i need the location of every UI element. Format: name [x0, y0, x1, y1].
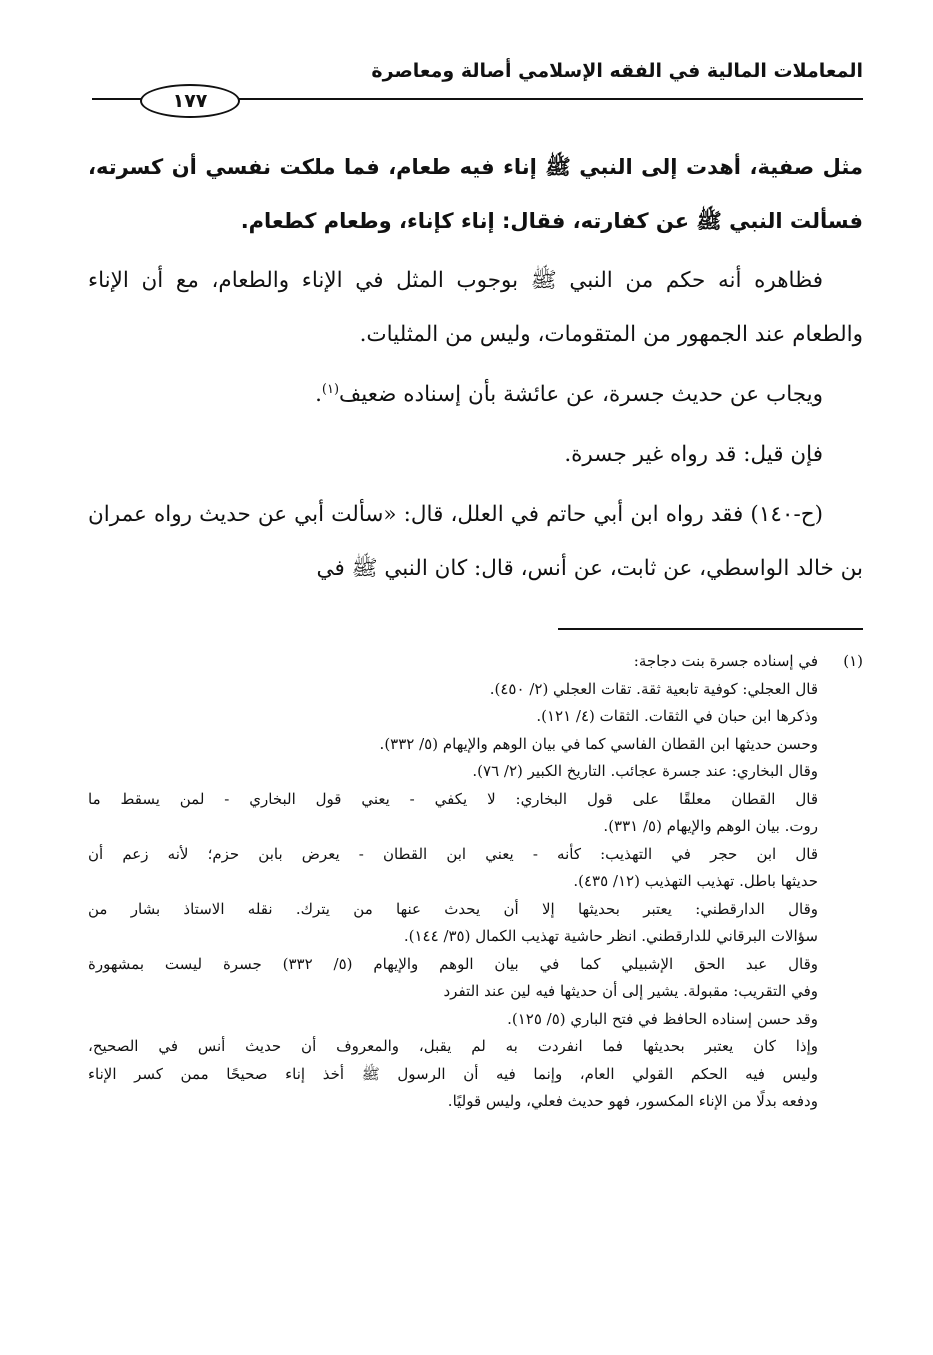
footnote-line: روت. بيان الوهم والإيهام (٥/ ٣٣١).: [603, 817, 818, 835]
footnote-reference: (١): [321, 381, 340, 397]
running-title: المعاملات المالية في الفقه الإسلامي أصالة ومعاصرة: [371, 60, 863, 82]
footnote-line: وقال البخاري: عند جسرة عجائب. التاريخ الكبير (٢/ ٧٦).: [472, 762, 818, 780]
footnote-line: قال العجلي: كوفية تابعية ثقة. تقات العجلي (٢/ ٤٥٠).: [489, 679, 818, 698]
footnote-line: قال ابن حجر في التهذيب: كأنه - يعني ابن القطان - يعرض بابن حزم؛ لأنه زعم أن: [88, 844, 818, 863]
paragraph-2: فظاهره أنه حكم من النبي ﷺ بوجوب المثل في الإناء والطعام، مع أن الإناء والطعام عند الجمهور من المتقومات، وليس من المثليات.: [88, 268, 863, 347]
footnote-line: وقال عبد الحق الإشبيلي كما في بيان الوهم والإيهام (٥/ ٣٣٢) جسرة ليست بمشهورة: [88, 954, 819, 973]
paragraph-5: (ح-١٤٠) فقد رواه ابن أبي حاتم في العلل، قال: «سألت أبي عن حديث رواه عمران بن خالد الواسطي، عن ثابت، عن أنس، قال: كان النبي ﷺ في: [88, 502, 863, 581]
footnote-line: وفي التقريب: مقبولة. يشير إلى أن حديثها فيه لين عند التفرد: [443, 982, 818, 1000]
paragraph-3-text: ويجاب عن حديث جسرة، عن عائشة بأن إسناده ضعيف: [339, 382, 823, 407]
footnote-line: قال القطان معلقًا على قول البخاري: لا يكفي - يعني قول البخاري - لمن يسقط ما: [88, 789, 818, 808]
footnote-line: وإذا كان يعتبر بحديثها فما انفردت به لم يقبل، والمعروف أن حديث أنس في الصحيح،: [88, 1037, 818, 1055]
footnote-line-text: في إسناده جسرة بنت دجاجة:: [633, 652, 818, 670]
footnote-line: حديثها باطل. تهذيب التهذيب (١٢/ ٤٣٥).: [573, 872, 818, 890]
footnote-line: سؤالات البرقاني للدارقطني. انظر حاشية تهذيب الكمال (٣٥/ ١٤٤).: [403, 927, 818, 945]
footnote-line: وقال الدارقطني: يعتبر بحديثها إلا أن يحدث عنها من يترك. نقله الاستاذ بشار من: [88, 899, 818, 918]
footnote-marker: (١): [843, 652, 863, 670]
footnote-line: ودفعه بدلًا من الإناء المكسور، فهو حديث فعلي، وليس قوليًا.: [447, 1092, 818, 1110]
footnote-line: وذكرها ابن حبان في الثقات. الثقات (٤/ ١٢١).: [536, 707, 818, 725]
paragraph-3: [88, 368, 863, 422]
main-text: [88, 140, 863, 596]
footnotes: [88, 648, 863, 1116]
paragraph-1: مثل صفية، أهدت إلى النبي ﷺ إناء فيه طعام، فما ملكت نفسي أن كسرته، فسألت النبي ﷺ عن كفارته، فقال: إناء كإناء، وطعام كطعام.: [88, 155, 863, 233]
footnote-line: وقد حسن إسناده الحافظ في فتح الباري (٥/ ١٢٥).: [507, 1009, 818, 1028]
footnote-line: وليس فيه الحكم القولي العام، وإنما فيه أن الرسول ﷺ أخذ إناء صحيحًا ممن كسر الإناء: [88, 1064, 818, 1083]
footnote-line: [88, 648, 863, 676]
paragraph-4: فإن قيل: قد رواه غير جسرة.: [564, 442, 823, 467]
footnote-rule: [558, 628, 863, 630]
paragraph-3-end: .: [315, 382, 322, 407]
footnote-line: وحسن حديثها ابن القطان الفاسي كما في بيان الوهم والإيهام (٥/ ٣٣٢).: [379, 734, 818, 753]
page-number: ١٧٧: [140, 84, 240, 118]
